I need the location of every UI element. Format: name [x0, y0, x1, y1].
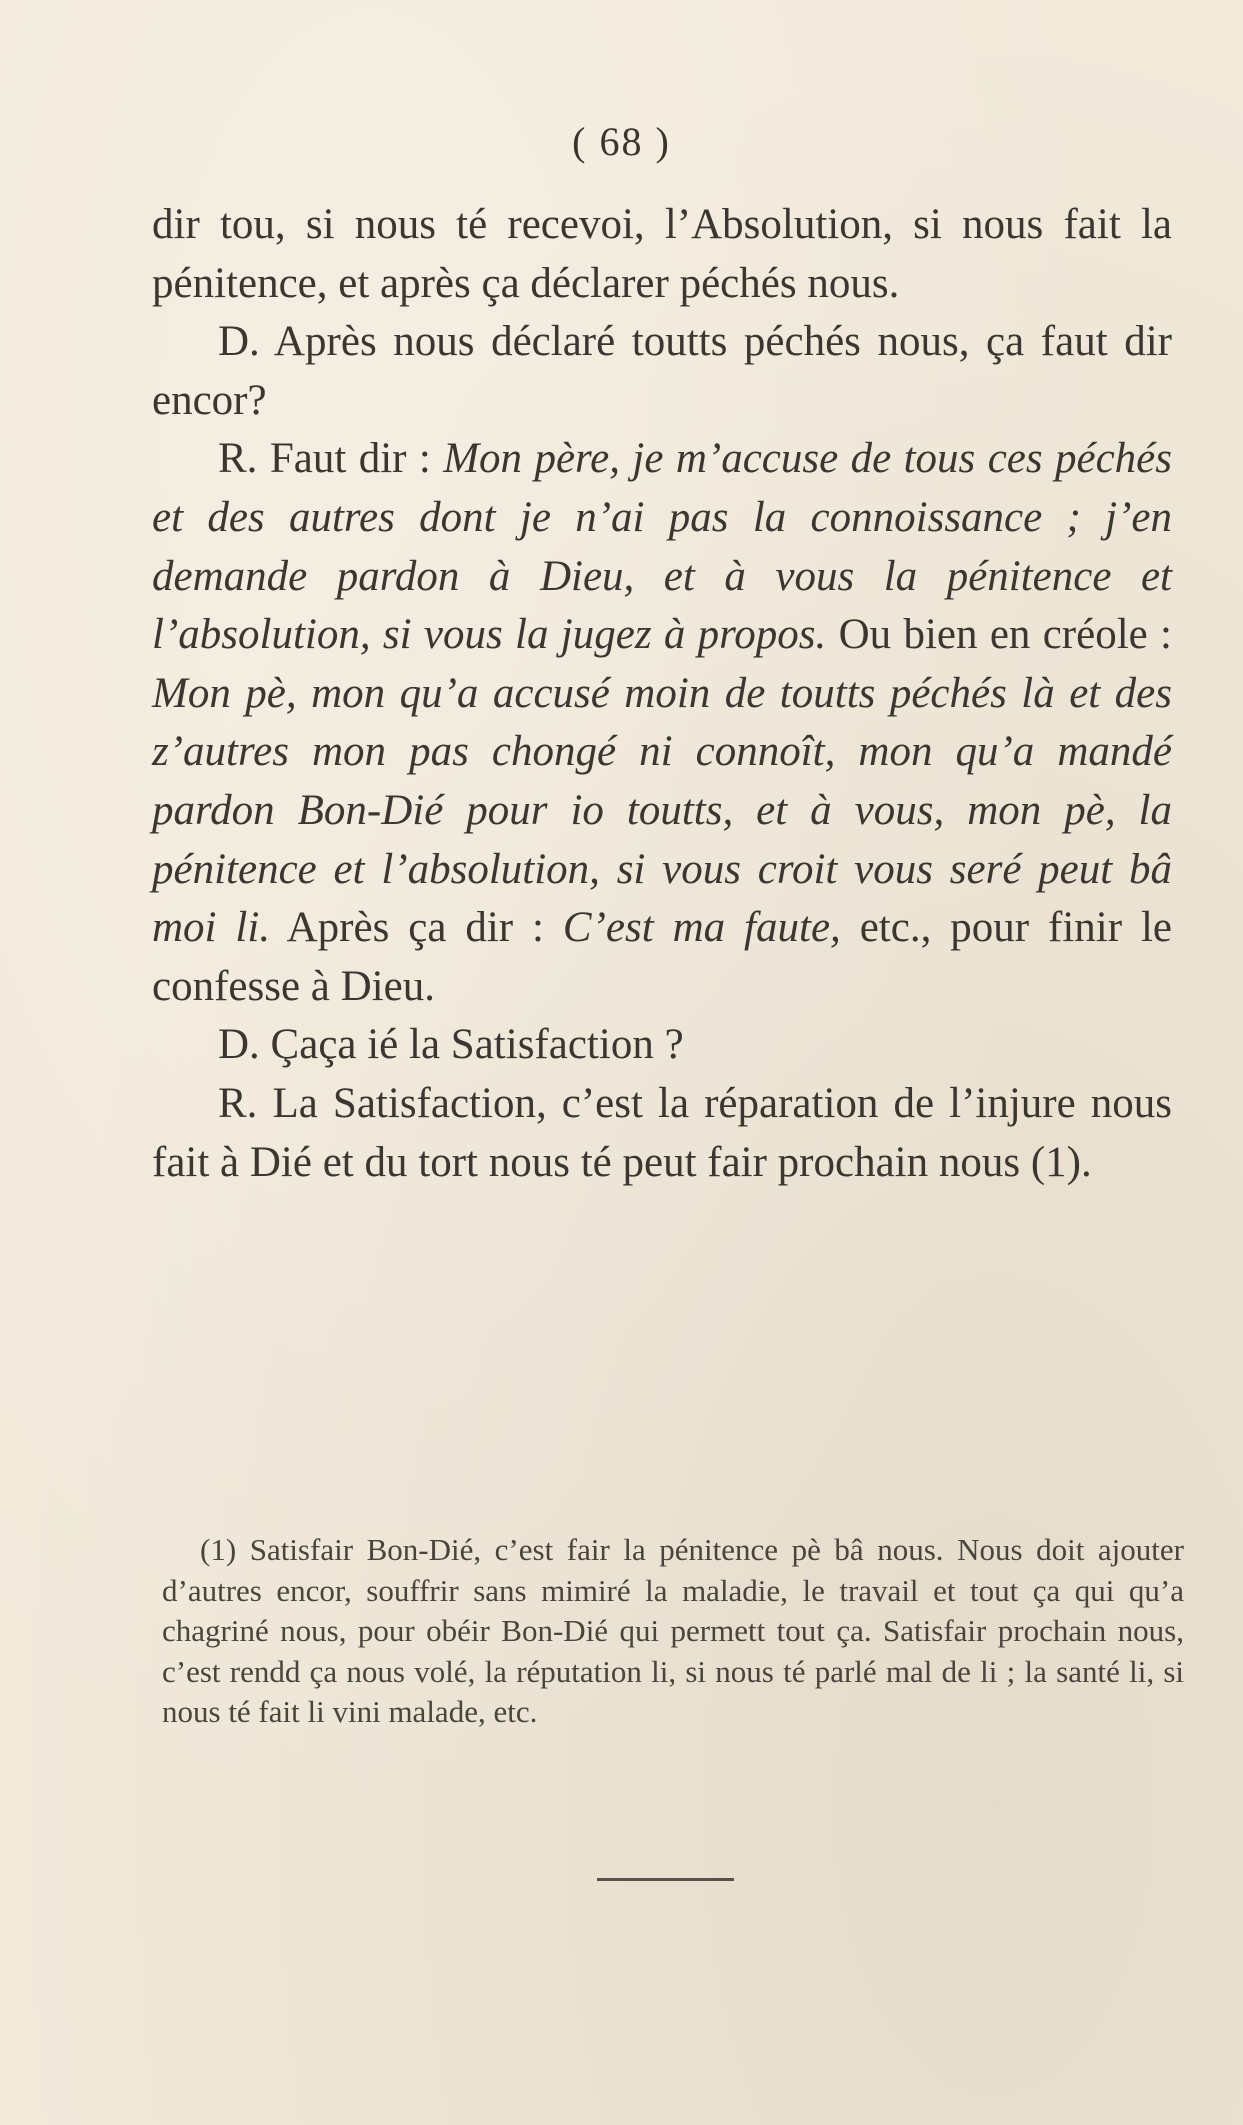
answer-lead: R. Faut dir :: [218, 435, 444, 483]
french-prayer: Mon père, je m’accuse de tous ces péchés et des autres dont je n’ai pas la connoissance ; j’en demande pardon à Dieu, et à vous la pénitence et l’absolution, si vous la jugez à propos.: [152, 435, 1172, 659]
answer-after: Après ça dir :: [270, 904, 563, 952]
body-text: [152, 196, 1172, 1192]
creole-prayer: Mon pè, mon qu’a accusé moin de toutts péchés là et des z’autres mon pas chongé ni connoît, mon qu’a mandé pardon Bon-Dié pour io toutts, et à vous, mon pè, la pénitence et l’absolution, si vous croit vous seré peut bâ moi li.: [152, 669, 1172, 952]
paragraph-continuation: dir tou, si nous té recevoi, l’Absolution, si nous fait la pénitence, et après ça déclarer péchés nous.: [152, 201, 1172, 307]
paragraph-answer-2: R. La Satisfaction, c’est la réparation de l’injure nous fait à Dié et du tort nous té peut fair prochain nous (1).: [152, 1079, 1172, 1186]
answer-tail: etc., pour finir le confesse à Dieu.: [152, 904, 1172, 1010]
footnote: [162, 1530, 1184, 1733]
paragraph-question-2: D. Çaça ié la Satisfaction ?: [218, 1021, 684, 1069]
page-number: ( 68 ): [572, 119, 671, 164]
divider-rule: [597, 1878, 734, 1881]
answer-creole-intro: Ou bien en créole :: [826, 611, 1172, 659]
paragraph-question-1: D. Après nous déclaré toutts péchés nous, ça faut dir encor?: [152, 318, 1172, 424]
paragraph-answer-1: [152, 430, 1172, 1016]
confiteor-phrase: C’est ma faute,: [562, 904, 841, 952]
footnote-text: (1) Satisfair Bon-Dié, c’est fair la pénitence pè bâ nous. Nous doit ajouter d’autres encor, souffrir sans mimiré la maladie, le travail et tout ça qui qu’a chagriné nous, pour obéir Bon-Dié qui permett tout ça. Satisfair prochain nous, c’est rendd ça nous volé, la réputation li, si nous té parlé mal de li ; la santé li, si nous té fait li vini malade, etc.: [162, 1532, 1184, 1729]
